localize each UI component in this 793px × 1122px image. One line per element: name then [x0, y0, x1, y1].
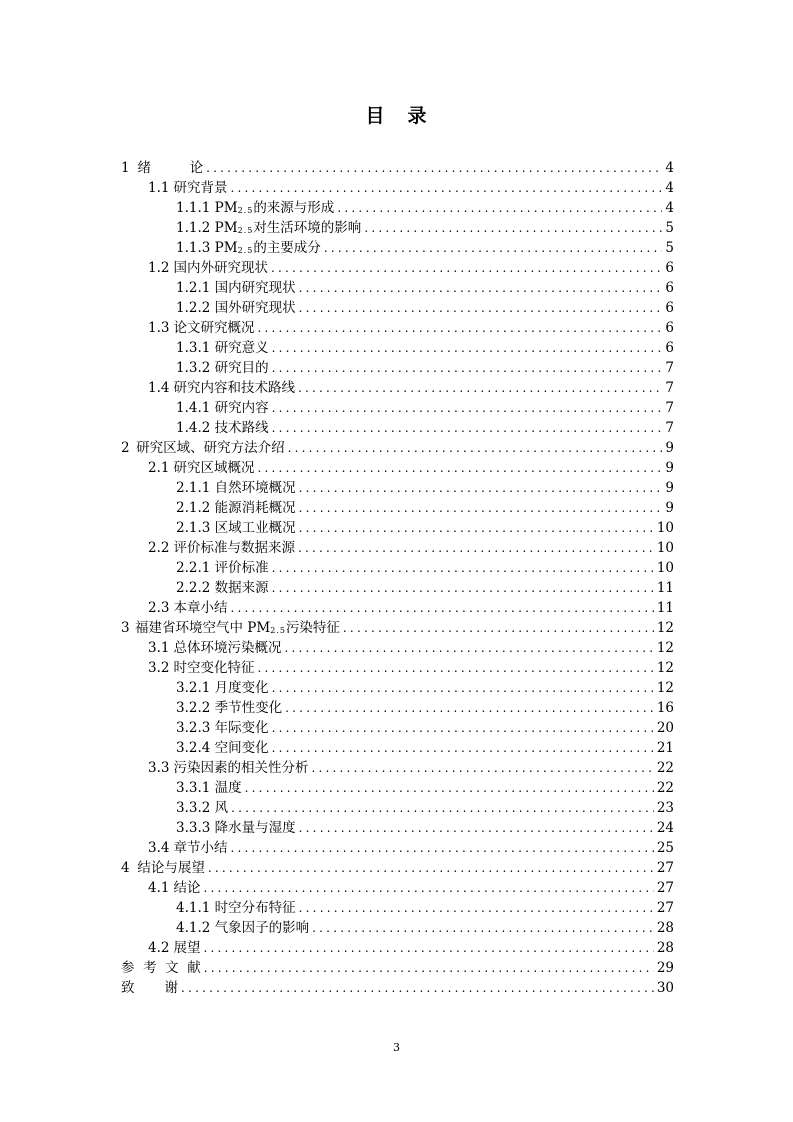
- toc-entry-title: [215, 698, 283, 718]
- toc-entry-page: 10: [656, 540, 674, 556]
- toc-entry-title-text: 研究意义: [214, 340, 269, 356]
- toc-dot-leader: [272, 338, 663, 358]
- toc-entry[interactable]: [121, 178, 674, 198]
- toc-dot-leader: [299, 298, 663, 318]
- toc-entry-page: 10: [656, 520, 674, 536]
- toc-dot-leader: [288, 438, 663, 458]
- toc-entry-title-text: 技术路线: [214, 420, 269, 436]
- toc-entry[interactable]: [121, 578, 674, 598]
- toc-dot-leader: [299, 498, 663, 518]
- toc-dot-leader: [298, 538, 654, 558]
- toc-entry-title: [215, 498, 296, 518]
- toc-entry-page: 22: [656, 780, 674, 796]
- toc-entry-title-text: 绪 论: [137, 160, 204, 176]
- toc-dot-leader: [299, 518, 654, 538]
- toc-entry-number: 3.2.1: [176, 680, 211, 696]
- toc-entry-page: 27: [656, 900, 674, 916]
- toc-entry[interactable]: [121, 978, 674, 998]
- toc-dot-leader: [230, 178, 662, 198]
- toc-entry-page: 27: [656, 860, 674, 876]
- toc-entry-title: [215, 578, 269, 598]
- toc-entry-title-text: 评价标准: [214, 560, 269, 576]
- toc-dot-leader: [312, 918, 654, 938]
- toc-entry-number: 1.1.1: [176, 200, 211, 216]
- toc-entry[interactable]: [121, 338, 674, 358]
- toc-entry-number: 1.1.2: [176, 220, 211, 236]
- toc-entry-title: [215, 338, 269, 358]
- toc-entry-number: 2.1.3: [176, 520, 211, 536]
- toc-entry-title-text: 论文研究概况: [173, 320, 255, 336]
- toc-entry[interactable]: [121, 278, 674, 298]
- toc-entry-page: 29: [656, 960, 674, 976]
- toc-entry-number: 1.2.2: [176, 300, 211, 316]
- toc-entry-number: 3.2.3: [176, 720, 211, 736]
- toc-entry-page: 20: [656, 720, 674, 736]
- toc-entry-title: [215, 358, 269, 378]
- toc-entry-page: 12: [656, 640, 674, 656]
- toc-entry-number: 2.3: [148, 600, 170, 616]
- toc-entry-title-text: 气象因子的影响: [214, 920, 310, 936]
- toc-entry-title-text: 本章小结: [173, 600, 228, 616]
- toc-entry-title: [215, 558, 269, 578]
- toc-entry-number: 2.1.2: [176, 500, 211, 516]
- toc-entry[interactable]: [121, 718, 674, 738]
- toc-entry-number: 1.2.1: [176, 280, 211, 296]
- toc-entry-page: 4: [665, 200, 674, 216]
- toc-dot-leader: [299, 898, 654, 918]
- toc-entry-title: [173, 178, 227, 198]
- toc-dot-leader: [299, 278, 663, 298]
- toc-entry-title-prefix: 福建省环境空气中 PM: [134, 620, 271, 636]
- toc-entry[interactable]: [121, 838, 674, 858]
- toc-entry-title: [215, 718, 269, 738]
- footer-page-number: 3: [393, 1041, 400, 1054]
- toc-dot-leader: [364, 218, 662, 238]
- toc-entry[interactable]: [121, 618, 674, 638]
- toc-entry-number: 3.2.2: [176, 700, 211, 716]
- toc-dot-leader: [203, 938, 653, 958]
- toc-dot-leader: [231, 798, 654, 818]
- toc-entry[interactable]: [121, 378, 674, 398]
- toc-entry-number: 3: [121, 620, 130, 636]
- toc-entry-title: [121, 958, 201, 978]
- toc-dot-leader: [257, 658, 653, 678]
- toc-dot-leader: [343, 618, 654, 638]
- toc-entry-title: [121, 978, 178, 998]
- toc-entry-title-text: 致 谢: [121, 980, 179, 996]
- toc-dot-leader: [230, 838, 653, 858]
- toc-entry-title-text: 结论与展望: [137, 860, 205, 876]
- toc-entry[interactable]: [121, 818, 674, 838]
- toc-entry-title: [173, 938, 200, 958]
- toc-entry-number: 2.2: [148, 540, 170, 556]
- toc-entry-title-text: 研究内容和技术路线: [173, 380, 295, 396]
- toc-entry-page: 27: [656, 880, 674, 896]
- toc-entry-title-prefix: PM: [214, 200, 238, 216]
- toc-dot-leader: [298, 378, 662, 398]
- toc-entry-page: 6: [665, 280, 674, 296]
- toc-dot-leader: [284, 638, 653, 658]
- toc-entry-number: 4: [121, 860, 130, 876]
- toc-entry-page: 6: [665, 320, 674, 336]
- toc-entry[interactable]: [121, 738, 674, 758]
- toc-entry-title: [215, 798, 229, 818]
- toc-dot-leader: [272, 398, 663, 418]
- toc-entry-page: 25: [656, 840, 674, 856]
- toc-entry-title-prefix: PM: [214, 240, 238, 256]
- toc-entry-number: 1.2: [148, 260, 170, 276]
- toc-entry-title: [173, 658, 254, 678]
- toc-dot-leader: [257, 458, 662, 478]
- toc-entry[interactable]: [121, 218, 674, 238]
- toc-entry-page: 7: [665, 360, 674, 376]
- toc-entry[interactable]: [121, 798, 674, 818]
- toc-entry-number: 3.3: [148, 760, 170, 776]
- toc-entry-title-text: 参 考 文 献: [121, 960, 201, 976]
- toc-entry[interactable]: [121, 658, 674, 678]
- toc-entry-title: [136, 438, 285, 458]
- toc-dot-leader: [272, 578, 654, 598]
- toc-entry-title: [173, 758, 308, 778]
- toc-dot-leader: [230, 598, 653, 618]
- toc-entry-number: 3.3.1: [176, 780, 211, 796]
- toc-entry-title-text: 自然环境概况: [214, 480, 296, 496]
- toc-dot-leader: [271, 258, 662, 278]
- toc-entry-number: 2.1: [148, 460, 170, 476]
- toc-dot-leader: [272, 738, 654, 758]
- toc-entry-page: 12: [656, 620, 674, 636]
- toc-entry-title: [215, 818, 296, 838]
- toc-entry[interactable]: [121, 958, 674, 978]
- toc-dot-leader: [181, 978, 654, 998]
- toc-dot-leader: [272, 418, 663, 438]
- toc-entry-page: 10: [656, 560, 674, 576]
- toc-entry[interactable]: [121, 898, 674, 918]
- toc-entry-title: [215, 918, 310, 938]
- toc-entry-title: [173, 538, 295, 558]
- toc-entry-title-text: 研究区域概况: [173, 460, 255, 476]
- title-char-right: 录: [407, 105, 428, 127]
- toc-dot-leader: [245, 778, 654, 798]
- toc-entry[interactable]: [121, 858, 674, 878]
- toc-entry-number: 4.2: [148, 940, 170, 956]
- toc-entry[interactable]: [121, 158, 674, 178]
- toc-entry-subscript: 2.5: [237, 206, 254, 215]
- toc-entry-title-text: 的来源与形成: [253, 200, 335, 216]
- toc-entry-page: 11: [656, 600, 674, 616]
- toc-entry-title-text: 数据来源: [214, 580, 269, 596]
- toc-dot-leader: [272, 358, 663, 378]
- toc-entry-page: 5: [665, 240, 674, 256]
- toc-entry-number: 4.1.2: [176, 920, 211, 936]
- toc-entry[interactable]: [121, 758, 674, 778]
- toc-entry-number: 3.4: [148, 840, 170, 856]
- toc-entry-page: 11: [656, 580, 674, 596]
- toc-entry-number: 1.1: [148, 180, 170, 196]
- toc-entry-page: 6: [665, 300, 674, 316]
- toc-entry-title: [215, 678, 269, 698]
- toc-entry[interactable]: [121, 238, 674, 258]
- toc-dot-leader: [272, 718, 654, 738]
- toc-dot-leader: [299, 478, 663, 498]
- toc-dot-leader: [257, 318, 662, 338]
- toc-entry-page: 9: [665, 480, 674, 496]
- toc-entry-number: 1.1.3: [176, 240, 211, 256]
- toc-entry-page: 28: [656, 920, 674, 936]
- toc-entry-number: 1.4.2: [176, 420, 211, 436]
- toc-entry-title: [215, 478, 296, 498]
- toc-entry[interactable]: [121, 438, 674, 458]
- toc-entry-title: [173, 878, 200, 898]
- toc-entry[interactable]: [121, 318, 674, 338]
- toc-entry-page: 30: [656, 980, 674, 996]
- toc-entry[interactable]: [121, 598, 674, 618]
- toc-entry[interactable]: [121, 478, 674, 498]
- toc-entry-number: 2: [121, 440, 130, 456]
- toc-entry-number: 4.1.1: [176, 900, 211, 916]
- toc-entry-number: 1.3: [148, 320, 170, 336]
- toc-entry[interactable]: [121, 298, 674, 318]
- toc-entry-page: 22: [656, 760, 674, 776]
- toc-entry-number: 2.2.1: [176, 560, 211, 576]
- toc-entry-title-text: 研究目的: [214, 360, 269, 376]
- toc-entry-subscript: 2.5: [237, 246, 254, 255]
- toc-entry-title-text: 国内研究现状: [214, 280, 296, 296]
- toc-entry-page: 9: [665, 500, 674, 516]
- toc-entry-title: [215, 278, 296, 298]
- toc-entry-number: 1.4.1: [176, 400, 211, 416]
- toc-entry-title-prefix: PM: [214, 220, 238, 236]
- toc-entry-page: 6: [665, 340, 674, 356]
- toc-entry-title-text: 能源消耗概况: [214, 500, 296, 516]
- toc-entry-page: 4: [665, 160, 674, 176]
- table-of-contents: [121, 158, 674, 998]
- toc-entry[interactable]: [121, 358, 674, 378]
- toc-entry-title-text: 降水量与湿度: [214, 820, 296, 836]
- toc-entry-title: [215, 518, 296, 538]
- toc-entry-title-text: 污染特征: [285, 620, 340, 636]
- toc-entry-page: 28: [656, 940, 674, 956]
- toc-dot-leader: [299, 818, 654, 838]
- toc-dot-leader: [203, 878, 653, 898]
- toc-entry-title: [215, 418, 269, 438]
- toc-entry-title: [215, 298, 296, 318]
- toc-entry-title-text: 展望: [173, 940, 201, 956]
- toc-entry-title: [173, 458, 254, 478]
- toc-entry-page: 23: [656, 800, 674, 816]
- toc-entry-title-text: 国内外研究现状: [173, 260, 268, 276]
- toc-entry-number: 3.3.2: [176, 800, 211, 816]
- toc-entry-title-text: 结论: [173, 880, 201, 896]
- toc-entry[interactable]: [121, 938, 674, 958]
- toc-entry-number: 2.2.2: [176, 580, 211, 596]
- toc-entry[interactable]: [121, 258, 674, 278]
- toc-entry-title-text: 评价标准与数据来源: [173, 540, 295, 556]
- toc-entry-title: [173, 258, 268, 278]
- toc-entry[interactable]: [121, 918, 674, 938]
- toc-entry-page: 24: [656, 820, 674, 836]
- toc-entry-title: [215, 398, 269, 418]
- toc-entry-title: [215, 898, 296, 918]
- toc-entry-page: 5: [665, 220, 674, 236]
- toc-entry-page: 9: [665, 440, 674, 456]
- toc-entry-title-text: 对生活环境的影响: [253, 220, 362, 236]
- toc-entry-title-text: 风: [214, 800, 229, 816]
- toc-entry-title: [173, 318, 254, 338]
- toc-entry-number: 3.2: [148, 660, 170, 676]
- toc-entry-title-text: 空间变化: [214, 740, 269, 756]
- toc-entry-title: [137, 858, 205, 878]
- toc-entry[interactable]: [121, 498, 674, 518]
- toc-entry-title: [138, 158, 204, 178]
- toc-entry-page: 12: [656, 660, 674, 676]
- toc-entry-title-text: 污染因素的相关性分析: [173, 760, 309, 776]
- toc-entry[interactable]: [121, 558, 674, 578]
- toc-entry-number: 1.3.1: [176, 340, 211, 356]
- toc-entry-title: [173, 378, 295, 398]
- toc-entry-title-text: 温度: [214, 780, 242, 796]
- toc-entry-title-text: 章节小结: [173, 840, 228, 856]
- toc-entry[interactable]: [121, 538, 674, 558]
- toc-entry[interactable]: [121, 418, 674, 438]
- toc-entry-title: [173, 838, 227, 858]
- toc-entry-title-text: 研究区域、研究方法介绍: [136, 440, 285, 456]
- toc-entry-title: [215, 738, 269, 758]
- toc-dot-leader: [208, 858, 654, 878]
- toc-entry-page: 21: [656, 740, 674, 756]
- toc-entry-title-text: 时空变化特征: [173, 660, 255, 676]
- toc-entry-title-text: 年际变化: [214, 720, 269, 736]
- toc-entry-title-text: 总体环境污染概况: [173, 640, 282, 656]
- toc-entry-page: 6: [665, 260, 674, 276]
- toc-entry-number: 2.1.1: [176, 480, 211, 496]
- toc-entry-title-text: 季节性变化: [214, 700, 283, 716]
- toc-entry-title-text: 国外研究现状: [214, 300, 296, 316]
- toc-entry-subscript: 2.5: [237, 226, 254, 235]
- toc-entry-page: 7: [665, 380, 674, 396]
- toc-entry-title: [215, 778, 242, 798]
- toc-entry-title: [173, 638, 281, 658]
- toc-dot-leader: [311, 758, 653, 778]
- toc-entry-number: 4.1: [148, 880, 170, 896]
- toc-dot-leader: [272, 678, 654, 698]
- toc-entry-number: 1.4: [148, 380, 170, 396]
- title-char-left: 目: [365, 105, 386, 127]
- toc-entry[interactable]: [121, 638, 674, 658]
- toc-entry-page: 7: [665, 400, 674, 416]
- toc-dot-leader: [272, 558, 654, 578]
- toc-entry-title-text: 区域工业概况: [214, 520, 296, 536]
- toc-entry-subscript: 2.5: [270, 626, 286, 635]
- toc-entry[interactable]: [121, 458, 674, 478]
- toc-entry-title-text: 研究内容: [214, 400, 269, 416]
- toc-dot-leader: [206, 158, 662, 178]
- toc-dot-leader: [285, 698, 654, 718]
- toc-entry-number: 1.3.2: [176, 360, 211, 376]
- toc-entry-number: 3.1: [148, 640, 170, 656]
- toc-entry-page: 7: [665, 420, 674, 436]
- toc-entry-page: 12: [656, 680, 674, 696]
- toc-entry[interactable]: [121, 698, 674, 718]
- toc-entry-title-text: 研究背景: [173, 180, 228, 196]
- toc-entry-number: 3.2.4: [176, 740, 211, 756]
- toc-entry[interactable]: [121, 778, 674, 798]
- toc-entry-title-text: 月度变化: [214, 680, 269, 696]
- toc-entry[interactable]: [121, 518, 674, 538]
- toc-entry-title: [173, 598, 227, 618]
- toc-entry[interactable]: [121, 678, 674, 698]
- toc-dot-leader: [337, 198, 662, 218]
- page-title: [0, 103, 793, 129]
- toc-entry-page: 4: [665, 180, 674, 196]
- toc-dot-leader: [204, 958, 654, 978]
- toc-entry[interactable]: [121, 398, 674, 418]
- toc-entry[interactable]: [121, 878, 674, 898]
- toc-entry[interactable]: [121, 198, 674, 218]
- toc-dot-leader: [324, 238, 663, 258]
- toc-entry-title-text: 的主要成分: [253, 240, 321, 256]
- toc-entry-number: 1: [121, 160, 130, 176]
- toc-entry-number: 3.3.3: [176, 820, 211, 836]
- toc-entry-title-text: 时空分布特征: [214, 900, 296, 916]
- toc-entry-page: 16: [656, 700, 674, 716]
- toc-entry-page: 9: [665, 460, 674, 476]
